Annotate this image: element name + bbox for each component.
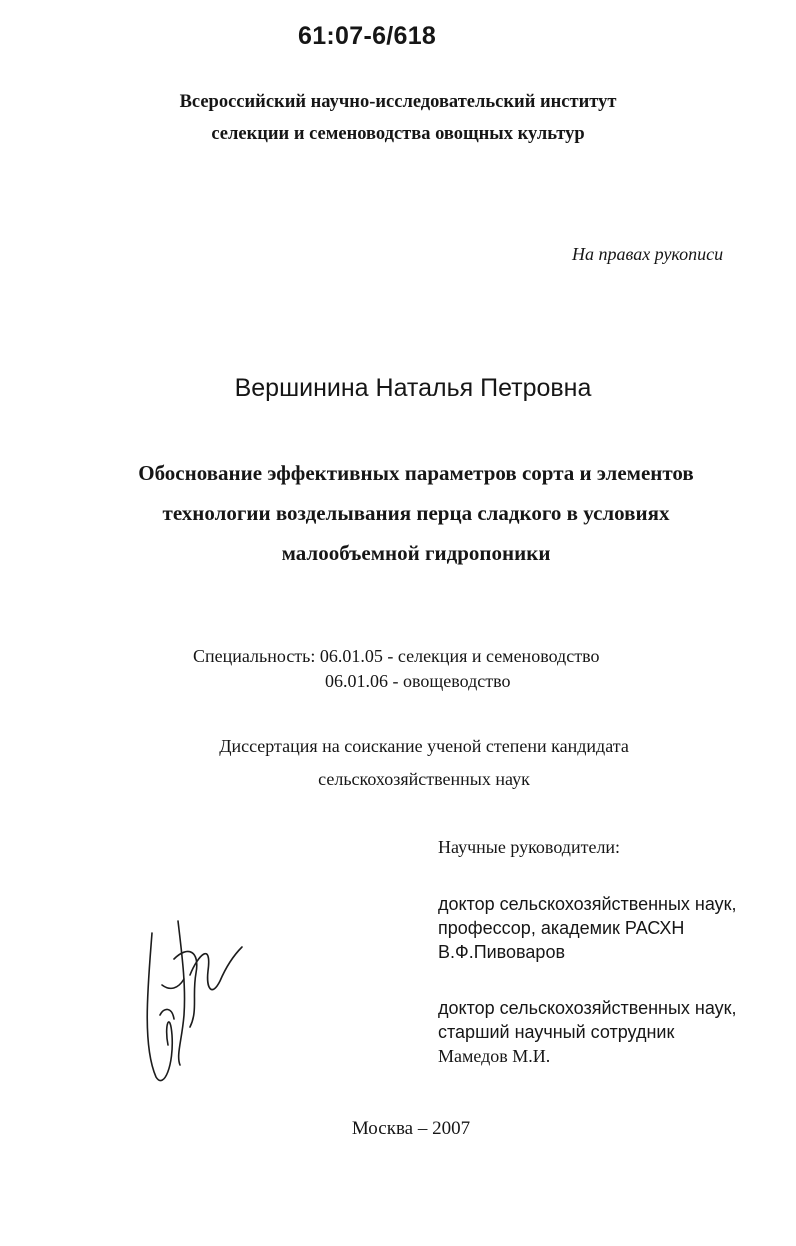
handwritten-signature [138,915,248,1090]
specialty-label: Специальность: [193,646,316,666]
specialty-name: селекция и семеноводство [397,646,600,666]
title-line-3: малообъемной гидропоники [281,541,551,565]
advisor-degree: доктор сельскохозяйственных наук, [438,894,737,914]
dissertation-title [0,453,796,573]
specialty-code: 06.01.05 [319,646,383,666]
degree-line-1: Диссертация на соискание ученой степени кандидата [219,736,629,756]
degree-line-2: сельскохозяйственных наук [318,769,530,789]
specialty-row-2: 06.01.06 - овощеводство [325,671,511,691]
specialty-row-1: Специальность: 06.01.05 - селекция и семеноводство [193,646,600,666]
archive-code: 61:07-6/618 [298,22,437,50]
manuscript-note: На правах рукописи [572,244,724,264]
institute-name [0,86,796,150]
institute-line-2: селекции и семеноводства овощных культур [211,124,585,144]
advisor-title: старший научный сотрудник [438,1022,675,1042]
advisor-title: профессор, академик РАСХН [438,918,685,938]
signature-stroke [190,947,242,990]
author-name: Вершинина Наталья Петровна [234,374,592,402]
advisor-degree: доктор сельскохозяйственных наук, [438,998,737,1018]
advisors-heading: Научные руководители: [438,837,621,857]
advisor-block [438,892,737,964]
advisor-name: Мамедов М.И. [438,1046,551,1066]
signature-stroke [174,951,197,1027]
place-and-year: Москва – 2007 [351,1118,471,1139]
signature-stroke [147,933,172,1081]
advisor-block [438,996,737,1068]
title-line-2: технологии возделывания перца сладкого в условиях [162,501,670,525]
signature-stroke [178,921,185,1065]
signature-stroke [160,1009,174,1019]
signature-stroke [162,979,184,988]
specialty-name: овощеводство [403,671,511,691]
institute-line-1: Всероссийский научно-исследовательский институт [179,92,617,112]
advisor-name: В.Ф.Пивоваров [438,942,566,962]
title-line-1: Обоснование эффективных параметров сорта и элементов [138,461,694,485]
degree-statement [0,730,796,796]
specialty-code: 06.01.06 [325,671,388,691]
